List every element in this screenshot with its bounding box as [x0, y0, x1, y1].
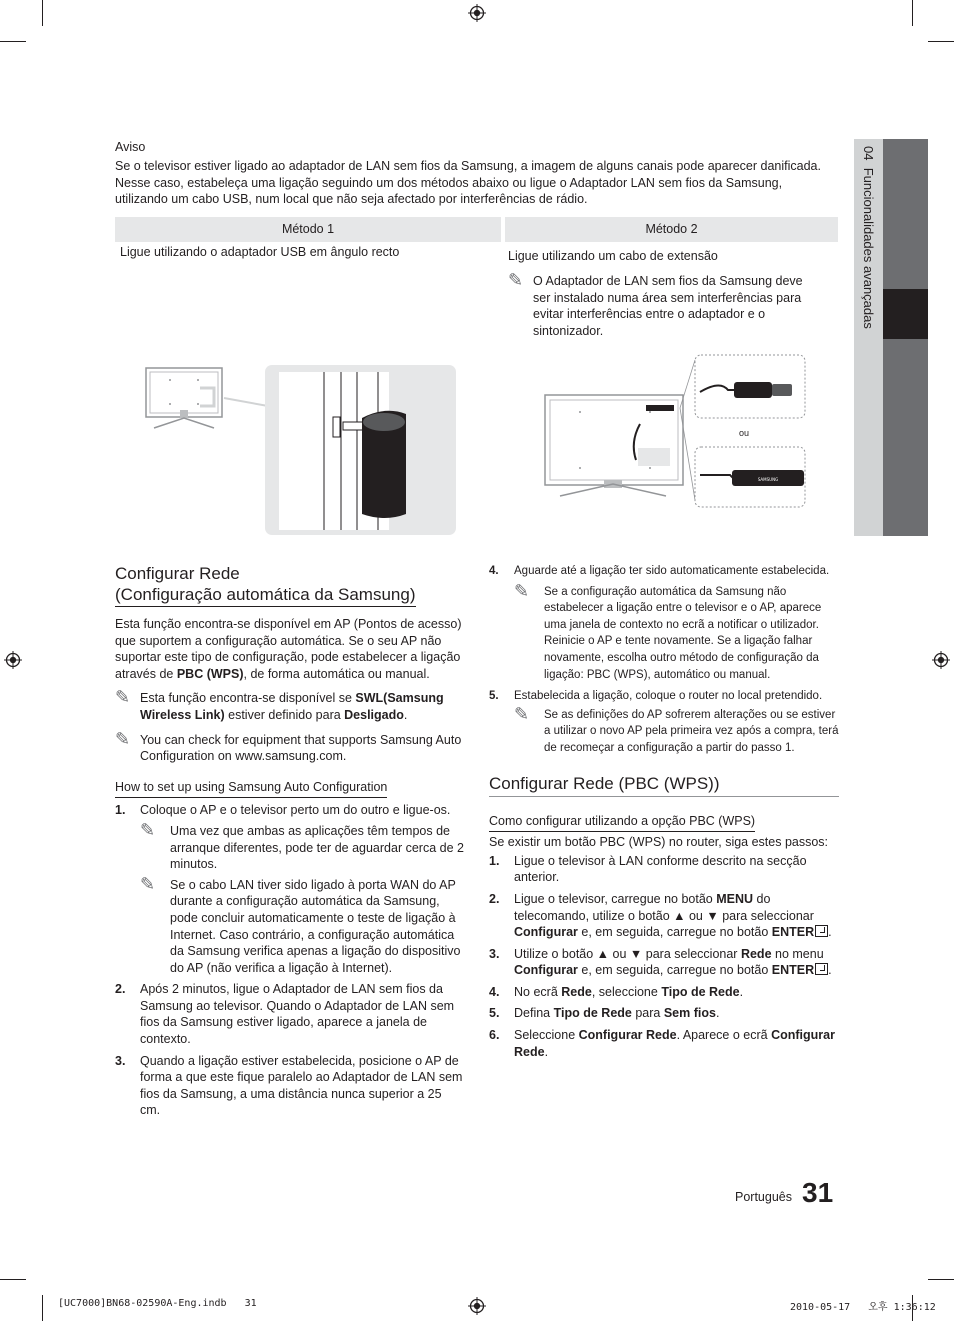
- method-2-illustration: [540, 350, 810, 510]
- side-tab-active: [883, 289, 928, 339]
- adapter-brand: SAMSUNG: [757, 477, 779, 482]
- registration-mark-icon: [468, 4, 486, 22]
- extension-cable-icon: [646, 405, 674, 411]
- note-pencil-icon: ✎: [514, 580, 530, 601]
- usb-connector-icon: [343, 422, 363, 430]
- method-1-desc: Ligue utilizando o adaptador USB em ângulo recto: [120, 245, 400, 259]
- note-pencil-icon: ✎: [115, 687, 131, 708]
- method-1-header: Método 1: [115, 217, 501, 242]
- crop-mark: [0, 41, 26, 42]
- auto-step-3: 3. Quando a ligação estiver estabelecida, posicione o AP de forma a que este fique paralelo ao Adaptador de LAN sem fios da Samsung, a uma distância nunca superior a 25 cm.: [115, 1053, 463, 1118]
- note-pencil-icon: ✎: [508, 270, 524, 290]
- enter-icon: [815, 963, 828, 975]
- pbc-step-3: 3. Utilize o botão ▲ ou ▼ para seleccionar Rede no menu Configurar e, em seguida, carregue no botão ENTER .: [489, 946, 832, 978]
- crop-mark: [42, 1295, 43, 1321]
- registration-mark-icon: [468, 1297, 486, 1315]
- footer-language: Português: [735, 1190, 792, 1204]
- pbc-step-1: 1. Ligue o televisor à LAN conforme descrito na secção anterior.: [489, 853, 807, 885]
- pbc-howto-heading: Como configurar utilizando a opção PBC (WPS): [489, 813, 839, 833]
- enter-icon: [815, 925, 828, 937]
- auto-step-1: 1. Coloque o AP e o televisor perto um do outro e ligue-os.: [115, 803, 451, 818]
- auto-step-2: 2. Após 2 minutos, ligue o Adaptador de LAN sem fios da Samsung ao televisor. Quando o Adaptador de LAN sem fios da Samsung estiver ligado, aparece a janela de contexto.: [115, 982, 455, 1047]
- method-1-illustration: [140, 362, 460, 538]
- or-label: ou: [738, 428, 750, 438]
- pbc-step-2: 2. Ligue o televisor, carregue no botão MENU do telecomando, utilize o botão ▲ ou ▼ para seleccionar Configurar e, em seguida, carregue no botão ENTER .: [489, 891, 832, 940]
- method-2-header: Método 2: [505, 217, 838, 242]
- auto-step-4-note: ✎ Se a configuração automática da Samsung não estabelecer a ligação entre o televisor e o AP, aparece uma janela de contexto no ecrã a notificar o utilizador. Reinicie o AP e tente novamente. Se a ligação falhar novamente, escolha outro método de configuração da ligação: PBC (WPS), automático ou manual.: [514, 580, 822, 681]
- pbc-step-4: 4. No ecrã Rede, seleccione Tipo de Rede.: [489, 984, 744, 999]
- chapter-title: Funcionalidades avançadas: [861, 167, 876, 329]
- page-number: 31: [802, 1177, 834, 1208]
- auto-intro: Esta função encontra-se disponível em AP (Pontos de acesso) que suportem a configuração automática. Se o seu AP não suportar este tipo de configuração, pode estabelecer a ligação através de PBC (WPS), de forma automática ou manual.: [115, 617, 462, 681]
- method-2-desc: Ligue utilizando um cabo de extensão: [508, 249, 718, 263]
- crop-mark: [928, 41, 954, 42]
- crop-mark: [912, 0, 913, 26]
- method-2-note: ✎ O Adaptador de LAN sem fios da Samsung deve ser instalado numa área sem interferências para evitar interferências entre o adaptador e o sintonizador.: [508, 270, 803, 338]
- section-heading-pbc: Configurar Rede (PBC (WPS)): [489, 773, 839, 797]
- registration-mark-icon: [4, 651, 22, 669]
- auto-note-2: ✎ You can check for equipment that supports Samsung Auto Configuration on www.samsung.com.: [115, 728, 462, 764]
- auto-step-5-note: ✎ Se as definições do AP sofrerem alterações ou se estiver a utilizar o novo AP pela primeira vez após a compra, terá de recomeçar a configuração a partir do passo 1.: [514, 703, 839, 754]
- pbc-step-5: 5. Defina Tipo de Rede para Sem fios.: [489, 1006, 720, 1021]
- note-pencil-icon: ✎: [514, 703, 530, 724]
- side-tab-label: [858, 146, 882, 426]
- crop-mark: [0, 1279, 26, 1280]
- howto-heading: How to set up using Samsung Auto Configuration: [115, 779, 465, 799]
- left-column: [115, 563, 465, 1119]
- footer-file: [UC7000]BN68-02590A-Eng.indb 31: [58, 1298, 257, 1309]
- registration-mark-icon: [932, 651, 950, 669]
- footer-date: 2010-05-17 오후 1:36:12: [790, 1302, 936, 1313]
- tv-rear-icon: [146, 368, 222, 417]
- crop-mark: [42, 0, 43, 26]
- right-column: [489, 563, 839, 1060]
- pbc-step-6: 6. Seleccione Configurar Rede. Aparece o ecrã Configurar Rede.: [489, 1028, 835, 1059]
- notice-text: Se o televisor estiver ligado ao adaptador de LAN sem fios da Samsung, a imagem de alguns canais pode aparecer danificada. Nesse caso, estabeleça uma ligação seguindo um dos métodos abaixo ou ligue o Adaptador LAN sem fios da Samsung, utilizando um cabo USB, num local que não seja afectado por interferências de rádio.: [115, 159, 821, 207]
- auto-step-4: 4. Aguarde até a ligação ter sido automaticamente estabelecida.: [489, 565, 830, 577]
- auto-step-1-note-2: ✎ Se o cabo LAN tiver sido ligado à porta WAN do AP durante a configuração automática da Samsung, pode concluir automaticamente o teste de ligação à Internet. Caso contrário, a configuração automática da Samsung verifica apenas a ligação do dispositivo do AP (não verifica a ligação à Internet).: [140, 873, 461, 975]
- auto-note-1: ✎ Esta função encontra-se disponível se SWL(Samsung Wireless Link) estiver definido para Desligado.: [115, 687, 444, 722]
- crop-mark: [928, 1279, 954, 1280]
- note-pencil-icon: ✎: [140, 873, 156, 894]
- pbc-intro: Se existir um botão PBC (WPS) no router, siga estes passos:: [489, 835, 829, 850]
- auto-step-1-note-1: ✎ Uma vez que ambas as aplicações têm tempos de arranque diferentes, pode ter de aguardar cerca de 2 minutos.: [140, 819, 464, 872]
- auto-step-5: 5. Estabelecida a ligação, coloque o router no local pretendido.: [489, 690, 823, 703]
- notice-label: Aviso: [115, 140, 146, 154]
- note-pencil-icon: ✎: [115, 728, 131, 749]
- chapter-number: 04: [861, 146, 876, 161]
- note-pencil-icon: ✎: [140, 819, 156, 840]
- section-heading-auto: Configurar Rede (Configuração automática da Samsung): [115, 563, 465, 607]
